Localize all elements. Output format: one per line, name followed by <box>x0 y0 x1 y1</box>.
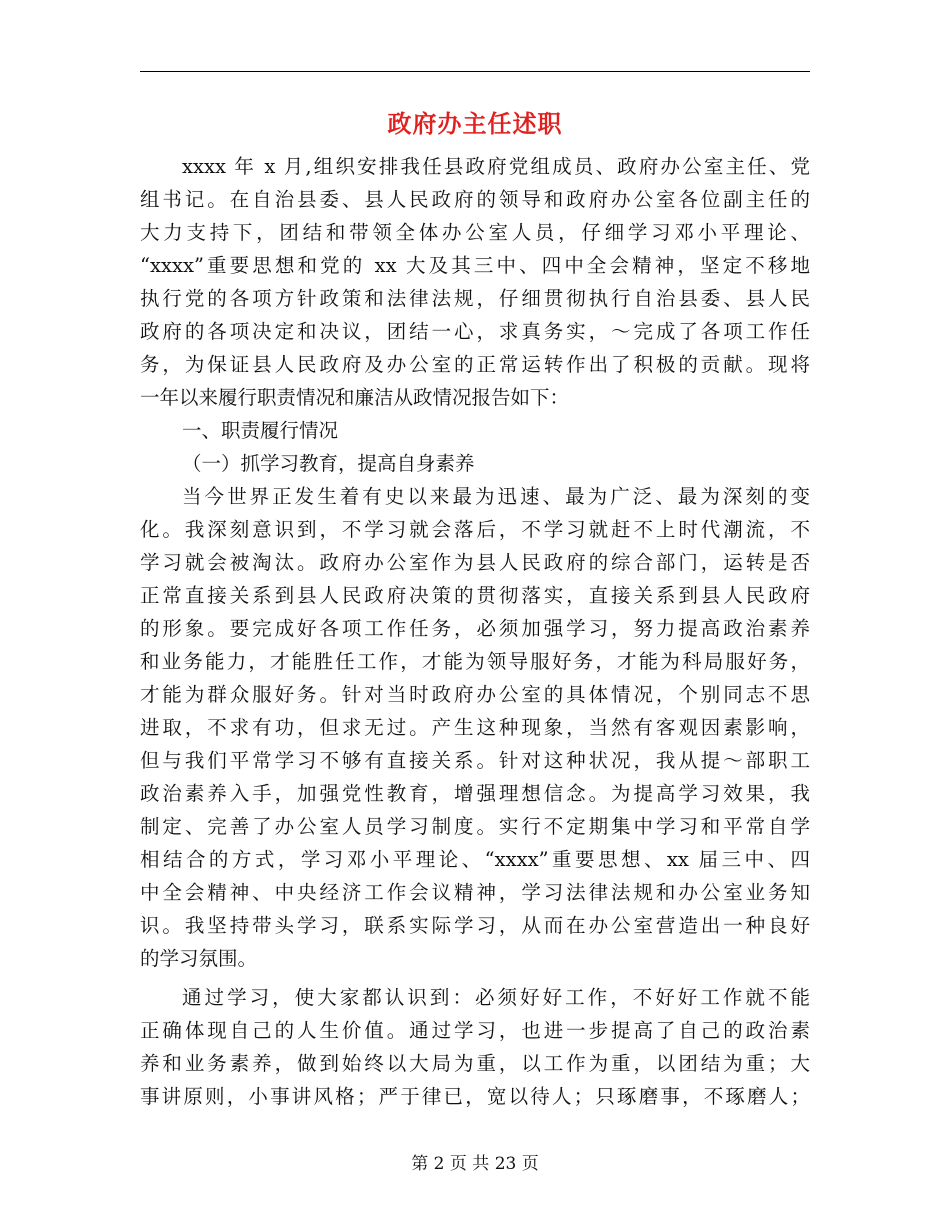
body-line: “xxxx”重要思想和党的 xx 大及其三中、四中全会精神，坚定不移地 <box>140 254 810 277</box>
body-line: 一年以来履行职责情况和廉洁从政情况报告如下： <box>140 386 570 409</box>
body-line: xxxx 年 x 月,组织安排我任县政府党组成员、政府办公室主任、党 <box>182 155 810 178</box>
body-line: 的形象。要完成好各项工作任务，必须加强学习，努力提高政治素养 <box>140 617 810 640</box>
body-line: （一）抓学习教育，提高自身素养 <box>182 452 475 475</box>
body-line: 中全会精神、中央经济工作会议精神，学习法律法规和办公室业务知 <box>140 881 810 904</box>
body-line: 执行党的各项方针政策和法律法规，仔细贯彻执行自治县委、县人民 <box>140 287 810 310</box>
body-line: 识。我坚持带头学习，联系实际学习，从而在办公室营造出一种良好 <box>140 914 810 937</box>
header-rule <box>140 71 810 72</box>
document-title: 政府办主任述职 <box>387 109 563 138</box>
body-line: 的学习氛围。 <box>140 947 258 970</box>
body-line: 化。我深刻意识到，不学习就会落后，不学习就赶不上时代潮流，不 <box>140 518 810 541</box>
body-line: 养和业务素养，做到始终以大局为重，以工作为重，以团结为重；大 <box>140 1052 810 1075</box>
body-line: 学习就会被淘汰。政府办公室作为县人民政府的综合部门，运转是否 <box>140 551 810 574</box>
body-line: 才能为群众服好务。针对当时政府办公室的具体情况，个别同志不思 <box>140 683 810 706</box>
body-line: 组书记。在自治县委、县人民政府的领导和政府办公室各位副主任的 <box>140 188 810 211</box>
body-line: 当今世界正发生着有史以来最为迅速、最为广泛、最为深刻的变 <box>182 485 810 508</box>
body-line: 制定、完善了办公室人员学习制度。实行不定期集中学习和平常自学 <box>140 815 810 838</box>
body-line: 正确体现自己的人生价值。通过学习，也进一步提高了自己的政治素 <box>140 1019 810 1042</box>
body-line: 一、职责履行情况 <box>182 419 339 442</box>
document-body <box>140 150 810 1113</box>
body-line: 进取，不求有功，但求无过。产生这种现象，当然有客观因素影响， <box>140 716 810 739</box>
body-line: 政府的各项决定和决议，团结一心，求真务实，～完成了各项工作任 <box>140 320 810 343</box>
body-line: 和业务能力，才能胜任工作，才能为领导服好务，才能为科局服好务， <box>140 650 810 673</box>
body-line: 务，为保证县人民政府及办公室的正常运转作出了积极的贡献。现将 <box>140 353 810 376</box>
body-line: 政治素养入手，加强党性教育，增强理想信念。为提高学习效果，我 <box>140 782 810 805</box>
body-line: 大力支持下，团结和带领全体办公室人员，仔细学习邓小平理论、 <box>140 221 810 244</box>
body-line: 相结合的方式，学习邓小平理论、“xxxx”重要思想、xx 届三中、四 <box>140 848 810 871</box>
body-line: 通过学习，使大家都认识到：必须好好工作，不好好工作就不能 <box>182 986 810 1009</box>
body-line: 正常直接关系到县人民政府决策的贯彻落实，直接关系到县人民政府 <box>140 584 810 607</box>
page-footer: 第 2 页 共 23 页 <box>411 1154 539 1174</box>
body-line: 事讲原则，小事讲风格；严于律已，宽以待人；只琢磨事，不琢磨人； <box>140 1085 810 1108</box>
body-line: 但与我们平常学习不够有直接关系。针对这种状况，我从提～部职工 <box>140 749 810 772</box>
